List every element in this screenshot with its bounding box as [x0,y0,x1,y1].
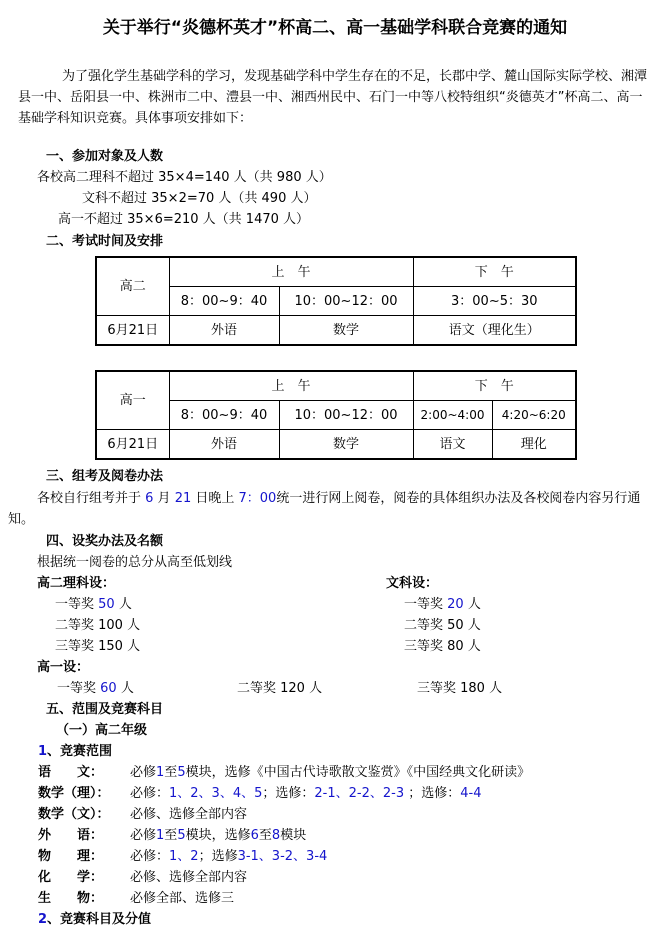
science-prizes-label: 高二理科设： [37,576,116,591]
grade1-time1-cell: 8：00~9：40 [169,401,279,430]
section1-line-grade1: 高一不超过 35×6=210 人（共 1470 人） [58,212,310,227]
subject-scope-list [18,762,652,909]
grade1-prize-row [57,678,652,699]
subject-content: 必修、选修全部内容 [130,807,248,822]
grade1-time2-cell: 10：00~12：00 [279,401,413,430]
schedule-table-grade2 [95,256,577,346]
section3-heading: 三、组考及阅卷办法 [46,469,164,484]
grade1-afternoon-header: 下 午 [413,371,576,401]
grade1-time4-cell: 4:20~6:20 [492,401,576,430]
section2-heading: 二、考试时间及安排 [46,234,164,249]
section1-heading: 一、参加对象及人数 [46,149,164,164]
subject-scope-line [38,783,652,804]
grade2-time3-cell: 3：00~5：30 [413,287,576,316]
subject-scope-line [38,825,652,846]
table-row [96,430,576,460]
section1-line-science: 各校高二理科不超过 35×4=140 人（共 980 人） [37,170,332,185]
grade2-label-cell: 高二 [96,257,169,316]
science-prize-list [18,594,367,657]
grade1-subject4-cell: 理化 [492,430,576,460]
prize-line: 三等奖 180 人 [417,681,503,696]
intro-paragraph: 为了强化学生基础学科的学习，发现基础学科中学生存在的不足，长郡中学、麓山国际实际学校、湘潭县一中、岳阳县一中、株洲市二中、澧县一中、湘西州民中、石门一中等八校特组织“炎德英才”杯高二、高一基础学科知识竞赛。具体事项安排如下： [18,69,648,126]
table-row [96,316,576,346]
grade2-subject1-cell: 外语 [169,316,279,346]
grade2-subject2-cell: 数学 [279,316,413,346]
subject-content: 必修、选修全部内容 [130,870,248,885]
grade1-prizes-label: 高一设： [37,660,90,675]
subject-scope-line [38,846,652,867]
subject-content: 必修1至5模块，选修6至8模块 [130,828,307,843]
section5-sub-subjects: 2、竞赛科目及分值 [38,912,152,927]
subject-scope-line [38,804,652,825]
subject-label: 语 文： [38,765,104,780]
section5-sub-scope: 1、竞赛范围 [38,744,113,759]
table-row [96,371,576,401]
prize-line: 三等奖 150 人 [55,639,141,654]
grade2-time1-cell: 8：00~9：40 [169,287,279,316]
subject-content: 必修：1、2、3、4、5；选修：2-1、2-2、2-3 ；选修：4-4 [130,786,482,801]
grade2-morning-header: 上 午 [169,257,413,287]
section5-sub-grade: （一）高二年级 [56,723,148,738]
section4-intro: 根据统一阅卷的总分从高至低划线 [37,555,233,570]
subject-label: 数学（文）： [38,807,110,822]
subject-label: 生 物： [38,891,104,906]
subject-scope-line [38,867,652,888]
subject-content: 必修1至5模块，选修《中国古代诗歌散文鉴赏》《中国经典文化研读》 [130,765,531,780]
section4-heading: 四、设奖办法及名额 [46,534,164,549]
science-prize-column [18,573,367,657]
grade1-morning-header: 上 午 [169,371,413,401]
grade1-subject2-cell: 数学 [279,430,413,460]
grade1-label-cell: 高一 [96,371,169,430]
schedule-table-grade1 [95,370,577,460]
section3-paragraph: 各校自行组考并于 6 月 21 日晚上 7：00统一进行网上阅卷，阅卷的具体组织办法及各校阅卷内容另行通知。 [8,491,641,527]
grade2-subject3-cell: 语文（理化生） [413,316,576,346]
subject-scope-line [38,888,652,909]
liberal-prize-column [367,573,627,657]
subject-label: 物 理： [38,849,104,864]
prize-line: 一等奖 20 人 [404,597,481,612]
grade2-afternoon-header: 下 午 [413,257,576,287]
liberal-prizes-label: 文科设： [386,576,439,591]
prize-line: 三等奖 80 人 [404,639,481,654]
grade2-time2-cell: 10：00~12：00 [279,287,413,316]
grade1-subject1-cell: 外语 [169,430,279,460]
subject-label: 化 学： [38,870,104,885]
grade1-subject3-cell: 语文 [413,430,492,460]
section1-line-liberal: 文科不超过 35×2=70 人（共 490 人） [82,191,317,206]
prize-line: 二等奖 50 人 [404,618,481,633]
prize-line: 二等奖 100 人 [55,618,141,633]
grade1-time3-cell: 2:00~4:00 [413,401,492,430]
document-title: 关于举行“炎德杯英才”杯高二、高一基础学科联合竞赛的通知 [102,18,568,38]
subject-label: 外 语： [38,828,104,843]
prize-line: 一等奖 50 人 [55,597,132,612]
liberal-prize-list [367,594,627,657]
subject-content: 必修：1、2；选修3-1、3-2、3-4 [130,849,328,864]
prize-line: 一等奖 60 人 [57,681,134,696]
table-row [96,257,576,287]
prize-line: 二等奖 120 人 [237,681,323,696]
subject-label: 数学（理）： [38,786,110,801]
section5-heading: 五、范围及竞赛科目 [46,702,164,717]
subject-content: 必修全部、选修三 [130,891,235,906]
grade2-date-cell: 6月21日 [96,316,169,346]
grade1-date-cell: 6月21日 [96,430,169,460]
prize-columns [18,573,652,657]
subject-scope-line [38,762,652,783]
